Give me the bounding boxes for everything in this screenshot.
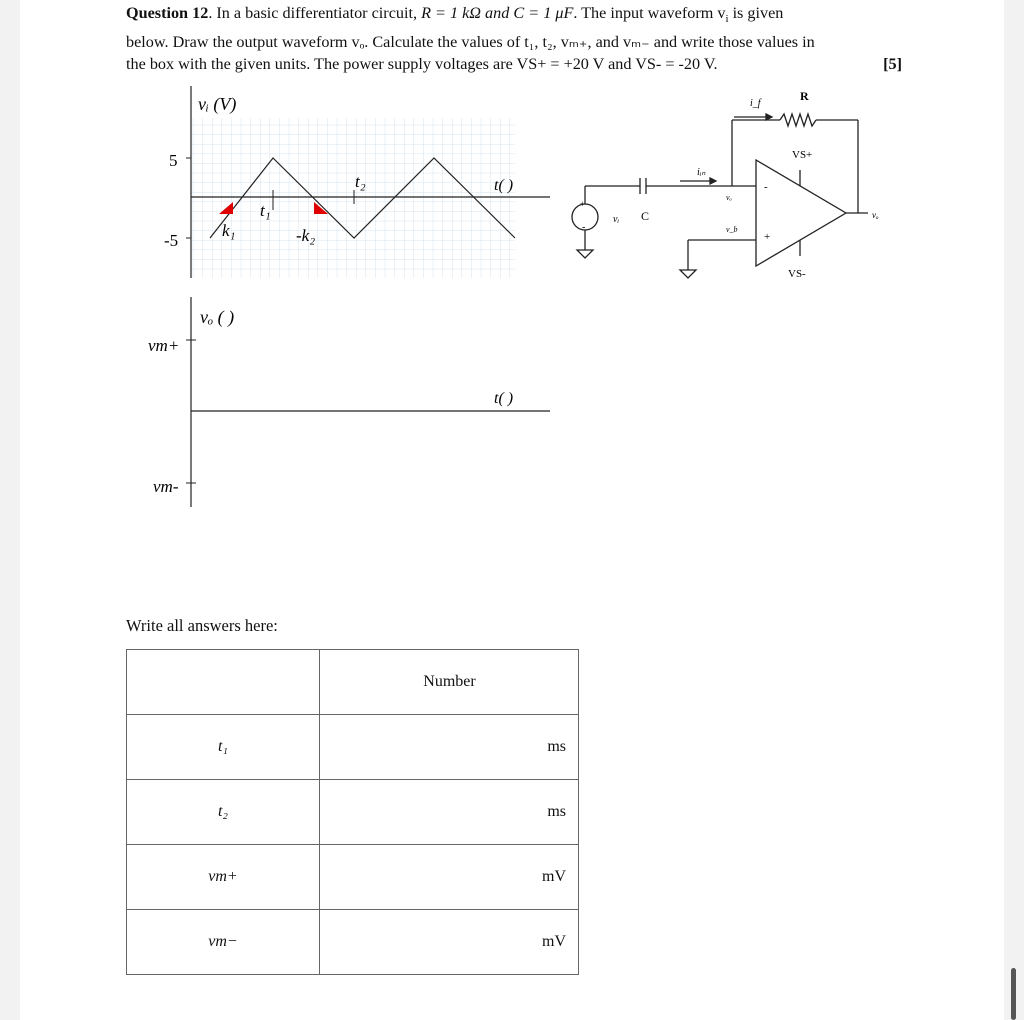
source-plus: +: [580, 199, 586, 209]
answer-input-vm-plus[interactable]: mV: [320, 845, 579, 910]
input-t-label: t( ): [494, 177, 514, 194]
row-label: t₁: [127, 715, 320, 780]
row-label: t₂: [127, 780, 320, 845]
tick-label-neg5: -5: [164, 231, 179, 250]
question-line2: below. Draw the output waveform vₒ. Calculate the values of t₁, t₂, vₘ₊, and vₘ₋ and write those values in: [126, 32, 815, 51]
source-ground-icon: [577, 250, 593, 258]
vs-minus-label: VS-: [788, 268, 806, 280]
table-row: [127, 650, 579, 715]
question-line1e: is given: [728, 4, 784, 22]
r-label: R: [800, 89, 809, 103]
question-line3: the box with the given units. The power supply voltages are VS+ = +20 V and VS- = -20 V.: [126, 55, 718, 74]
answer-input-t1[interactable]: ms: [320, 715, 579, 780]
table-row: [127, 910, 579, 975]
t2-label: t₂: [355, 172, 366, 191]
vs-plus-label: VS+: [792, 149, 813, 161]
vb-label: v_b: [726, 225, 738, 234]
vi-label: vᵢ: [613, 214, 620, 225]
t1-label: t₁: [260, 201, 271, 220]
source-minus: -: [582, 222, 586, 233]
output-t-label: t( ): [494, 390, 514, 407]
vm-minus-label: vm-: [153, 477, 179, 496]
if-label: i_f: [750, 98, 761, 109]
scrollbar[interactable]: [1011, 968, 1016, 1020]
tick-label-5: 5: [169, 151, 178, 170]
input-y-label: vᵢ (V): [198, 94, 237, 114]
opamp-icon: [756, 160, 846, 266]
document-page: [20, 0, 1004, 1020]
vo-label: vₒ: [872, 210, 879, 220]
header-number: Number: [320, 650, 579, 715]
differentiator-circuit: [572, 114, 868, 278]
table-row: [127, 780, 579, 845]
question-params: R = 1 kΩ and C = 1 μF: [421, 4, 574, 22]
marks-label: [5]: [883, 55, 902, 74]
resistor-icon: [780, 114, 816, 126]
question-title: Question 12: [126, 4, 209, 22]
row-label: vm+: [127, 845, 320, 910]
question-line1a: . In a basic differentiator circuit,: [208, 4, 422, 22]
header-empty-cell: [127, 650, 320, 715]
va-label: vₐ: [726, 193, 732, 202]
answers-instruction: Write all answers here:: [126, 616, 278, 635]
iin-arrow-icon: [710, 178, 716, 184]
row-label: vm−: [127, 910, 320, 975]
table-row: [127, 715, 579, 780]
opamp-ground-icon: [680, 270, 696, 278]
question-line1d: i: [725, 13, 729, 26]
k1-label: k₁: [222, 221, 236, 240]
answers-table: [126, 649, 579, 975]
question-line1c: . The input waveform v: [573, 4, 726, 22]
output-y-label: vₒ ( ): [200, 307, 235, 327]
c-label: C: [641, 209, 650, 223]
iin-label: iᵢₙ: [697, 167, 706, 178]
answer-input-vm-minus[interactable]: mV: [320, 910, 579, 975]
k2-label: -k₂: [296, 226, 316, 245]
vm-plus-label: vm+: [148, 336, 180, 355]
answer-input-t2[interactable]: ms: [320, 780, 579, 845]
table-row: [127, 845, 579, 910]
if-arrow-icon: [766, 114, 772, 120]
opamp-minus: -: [764, 181, 768, 193]
opamp-plus: +: [764, 231, 771, 243]
grid-background: [191, 118, 515, 278]
